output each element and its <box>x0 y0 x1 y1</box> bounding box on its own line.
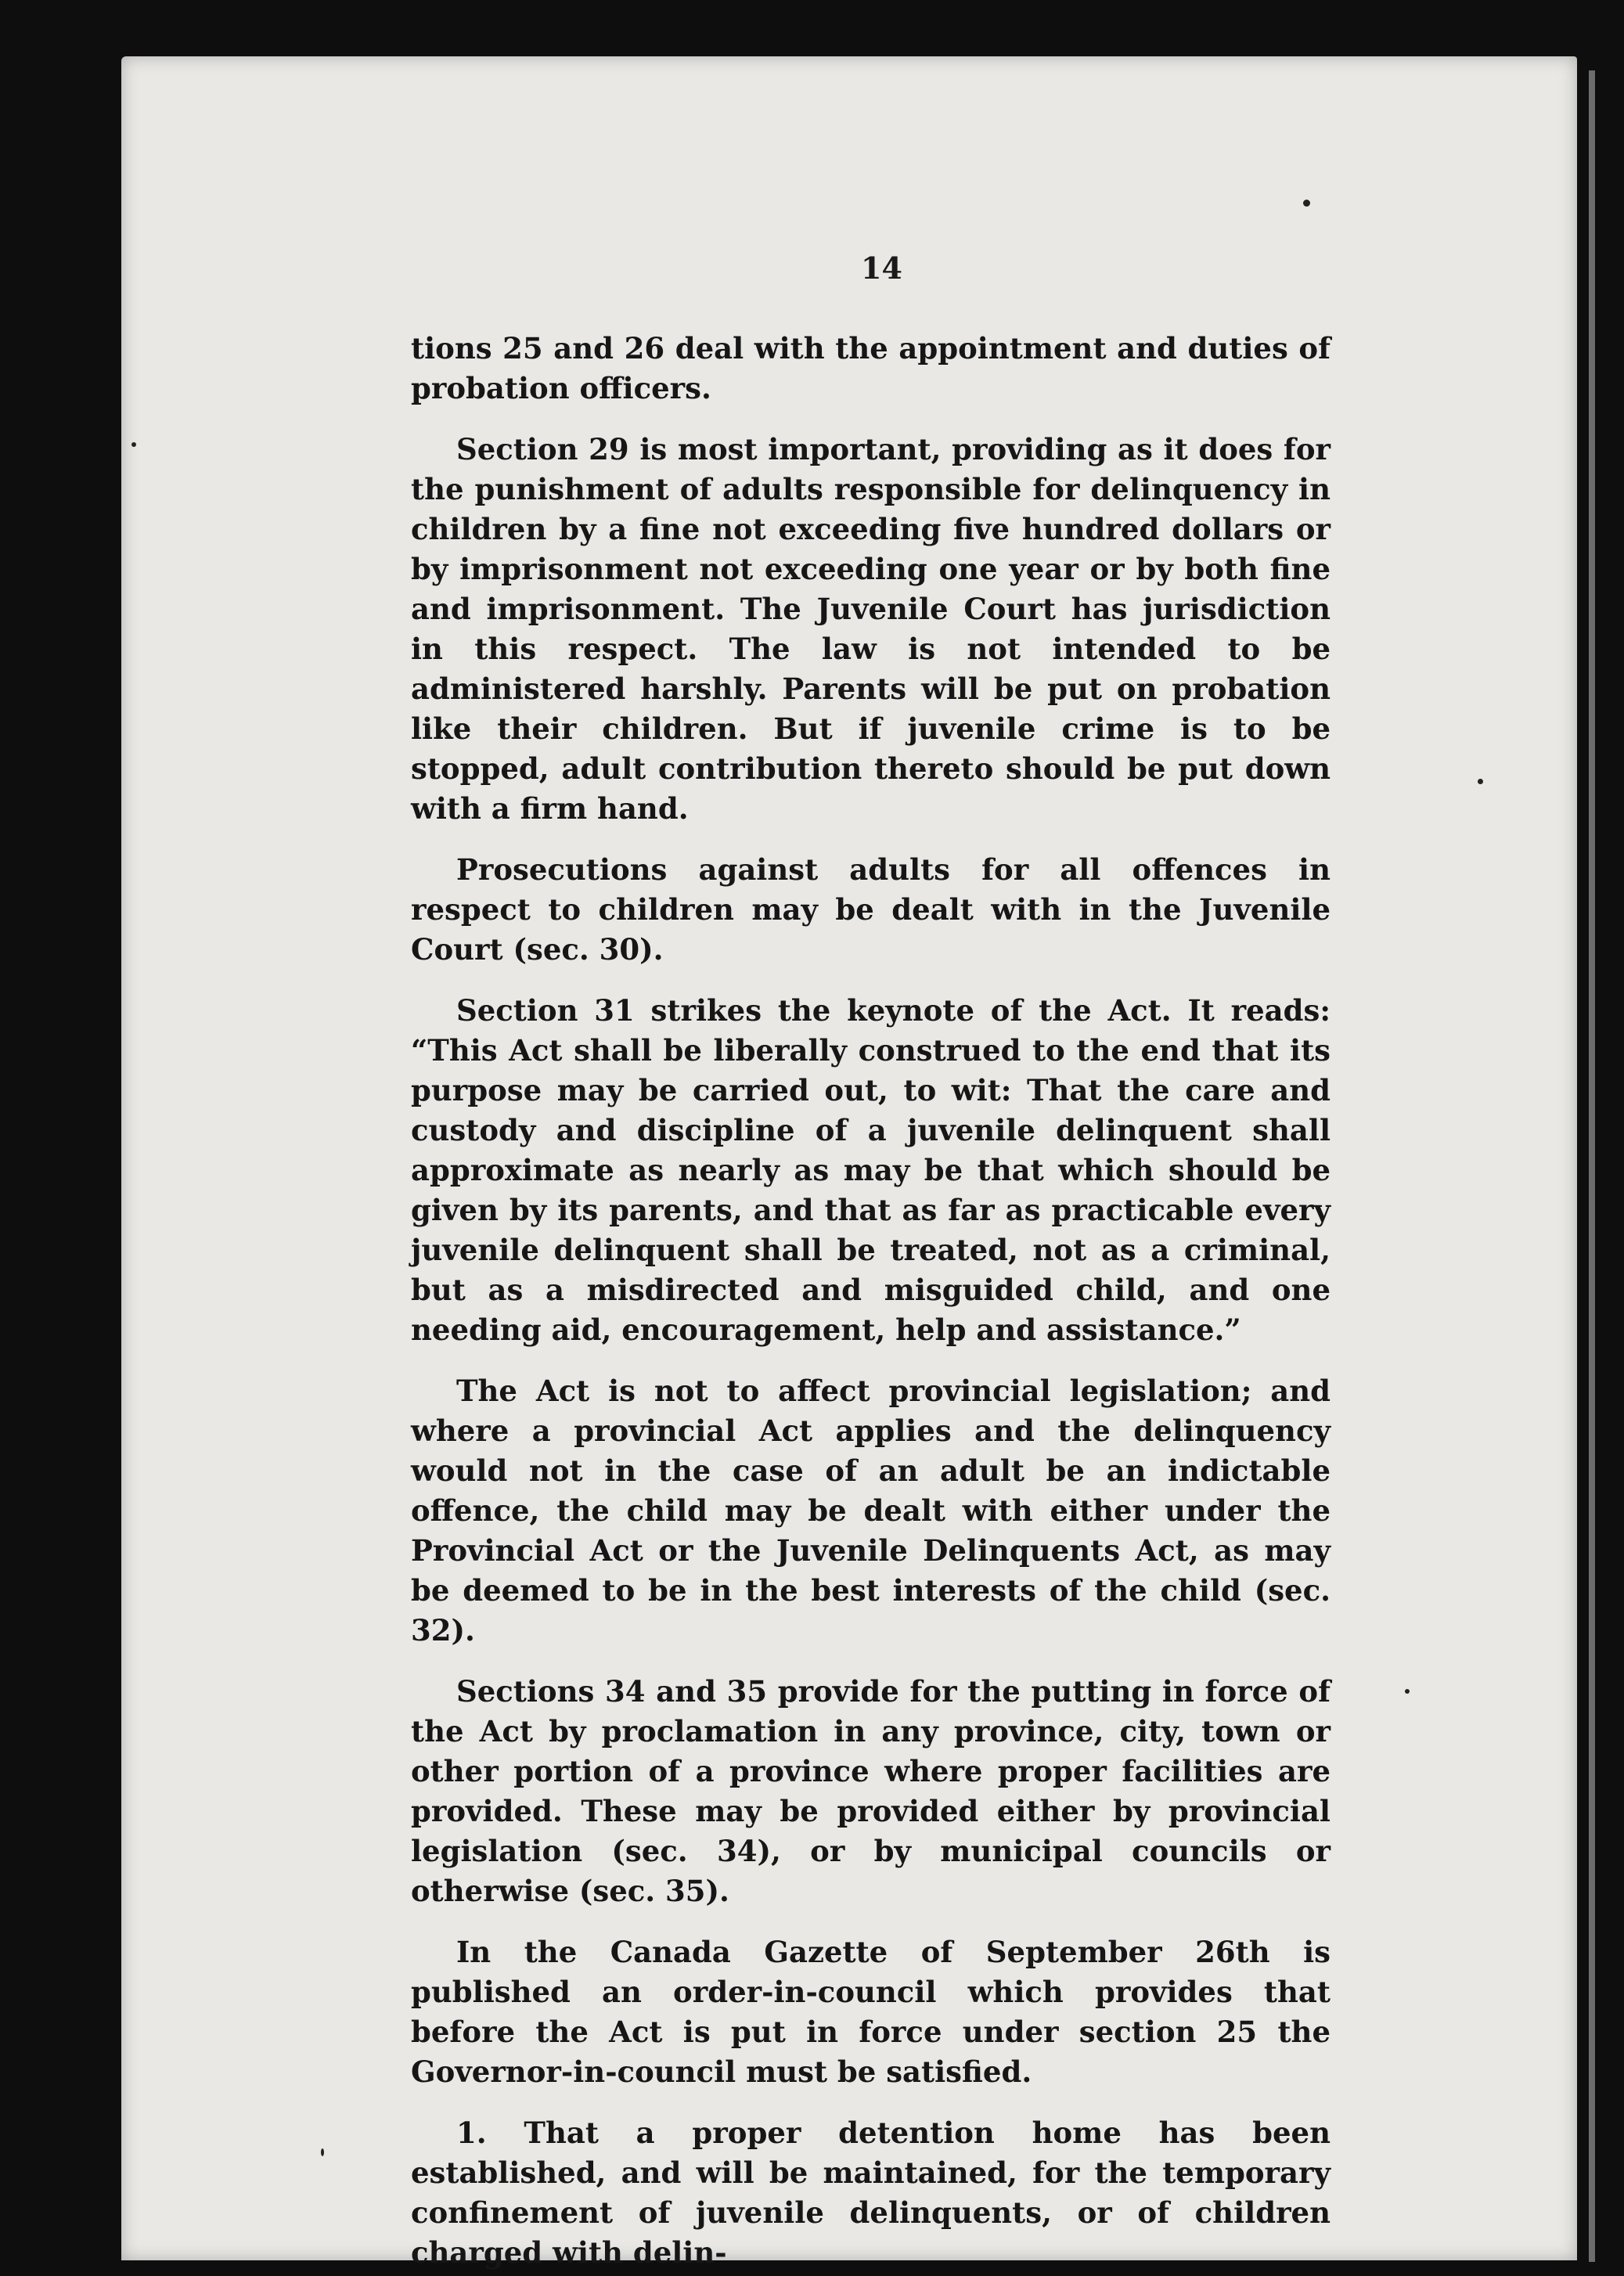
scan-speck <box>1303 200 1310 207</box>
paragraph-1: tions 25 and 26 deal with the appointment and duties of probation officers. <box>411 331 1331 405</box>
paragraph-5: The Act is not to affect provincial legislation; and where a provincial Act applies and the delinquency would not in the case of an adult be an indictable offence, the child may be dealt with either under the Provincial Act or the Juvenile Delinquents Act, as may be deemed to be in the best interests of the child (sec. 32). <box>411 1374 1331 1648</box>
paragraph-6: Sections 34 and 35 provide for the putting in force of the Act by proclamation in any province, city, town or other portion of a province where proper facilities are provided. These may be provided either by provincial legislation (sec. 34), or by municipal councils or otherwise (sec. 35). <box>411 1674 1331 1908</box>
scan-speck <box>131 442 136 447</box>
paragraph-8: 1. That a proper detention home has been established, and will be maintained, for the temporary confinement of juvenile delinquents, or of children charged with delin- <box>411 2116 1331 2270</box>
paragraph-2: Section 29 is most important, providing as it does for the punishment of adults responsible for delinquency in children by a fine not exceeding five hundred dollars or by imprisonment not exceeding one year or by both fine and imprisonment. The Juvenile Court has jurisdiction in this respect. The law is not intended to be administered harshly. Parents will be put on probation like their children. But if juvenile crime is to be stopped, adult contribution thereto should be put down with a firm hand. <box>411 432 1331 826</box>
scan-speck <box>321 2148 324 2156</box>
paragraph-7: In the Canada Gazette of September 26th is published an order-in-council which provides that before the Act is put in force under section 25 the Governor-in-council must be satisfied. <box>411 1935 1331 2089</box>
paragraph-4: Section 31 strikes the keynote of the Act. It reads: “This Act shall be liberally construed to the end that its purpose may be carried out, to wit: That the care and custody and discipline of a juvenile delinquent shall approximate as nearly as may be that which should be given by its parents, and that as far as practicable every juvenile delinquent shall be treated, not as a criminal, but as a misdirected and misguided child, and one needing aid, encouragement, help and assistance.” <box>411 993 1331 1347</box>
paragraph-3: Prosecutions against adults for all offences in respect to children may be dealt with in the Juvenile Court (sec. 30). <box>411 852 1331 967</box>
scan-speck <box>1478 779 1483 784</box>
page-number: 14 <box>861 250 902 286</box>
body-text <box>411 329 1331 2276</box>
scan-speck <box>1405 1689 1410 1694</box>
page-edge-shadow <box>1589 70 1595 2262</box>
